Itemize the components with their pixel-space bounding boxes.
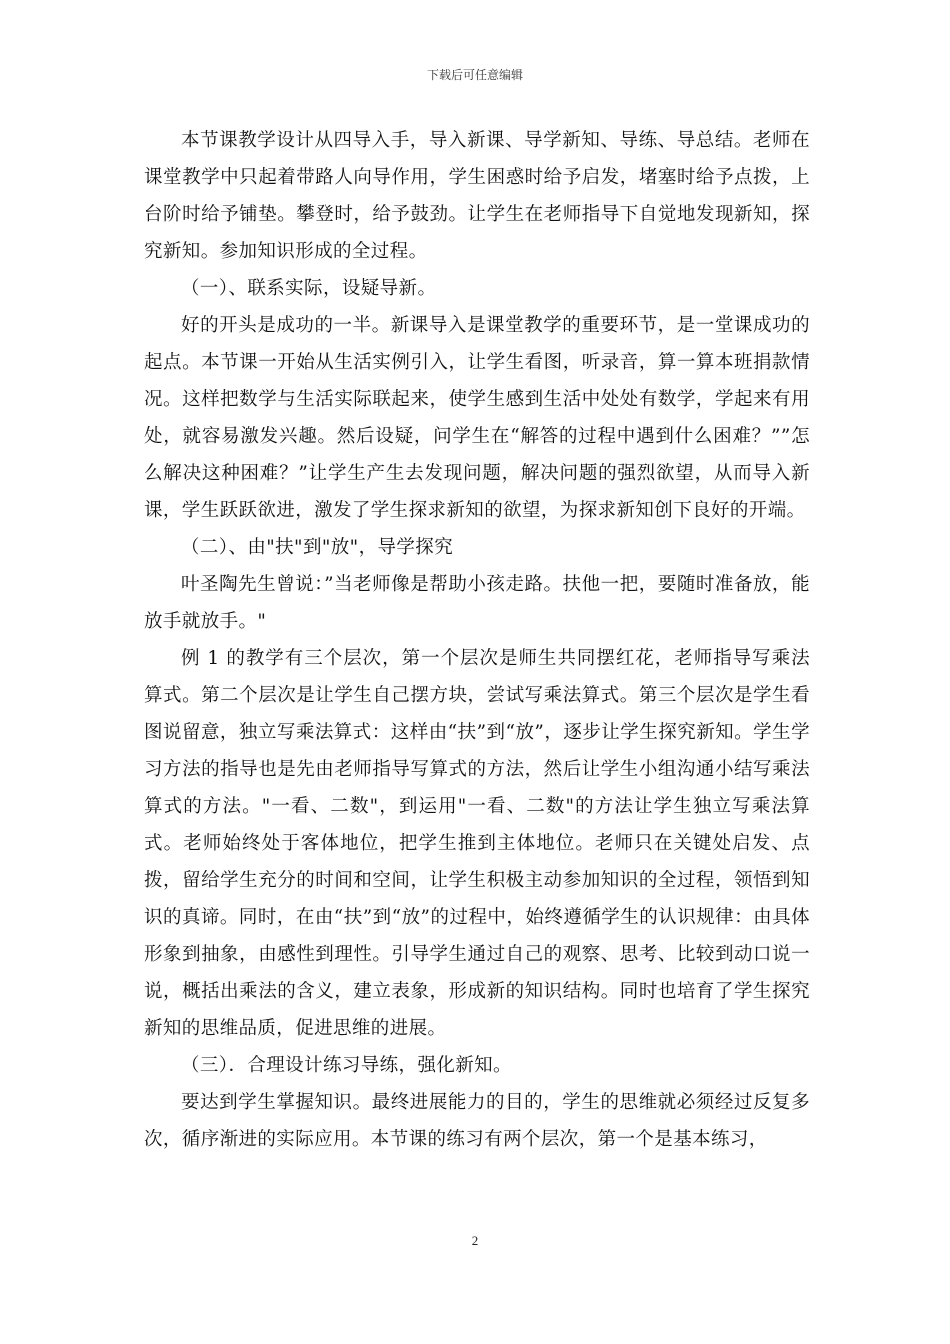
paragraph-section-1: 好的开头是成功的一半。新课导入是课堂教学的重要环节，是一堂课成功的起点。本节课一开始从生活实例引入，让学生看图，听录音，算一算本班捐款情况。这样把数学与生活实际联起来，使学生感到生活中处处有数学，学起来有用处，就容易激发兴趣。然后设疑，问学生在“解答的过程中遇到什么困难？””怎么解决这种困难？”让学生产生去发现问题，解决问题的强烈欲望，从而导入新课，学生跃跃欲进，激发了学生探求新知的欲望，为探求新知创下良好的开端。 <box>144 315 810 521</box>
paragraph-section-3: 要达到学生掌握知识。最终进展能力的目的，学生的思维就必须经过反复多次，循序渐进的实际应用。本节课的练习有两个层次，第一个是基本练习， <box>144 1092 810 1150</box>
section-heading-3: （三）．合理设计练习导练，强化新知。 <box>181 1055 512 1076</box>
document-body <box>144 122 810 1158</box>
paragraph-quote: 叶圣陶先生曾说：”当老师像是帮助小孩走路。扶他一把，要随时准备放，能放手就放手。" <box>144 574 810 632</box>
page-header: 下载后可任意编辑 <box>426 68 523 82</box>
paragraph-section-2: 例 1 的教学有三个层次，第一个层次是师生共同摆红花，老师指导写乘法算式。第二个层次是让学生自己摆方块，尝试写乘法算式。第三个层次是学生看图说留意，独立写乘法算式：这样由“扶”到“放”，逐步让学生探究新知。学生学习方法的指导也是先由老师指导写算式的方法，然后让学生小组沟通小结写乘法算式的方法。"一看、二数"，到运用"一看、二数"的方法让学生独立写乘法算式。老师始终处于客体地位，把学生推到主体地位。老师只在关键处启发、点拨，留给学生充分的时间和空间，让学生积极主动参加知识的全过程，领悟到知识的真谛。同时，在由“扶”到“放”的过程中，始终遵循学生的认识规律：由具体形象到抽象，由感性到理性。引导学生通过自己的观察、思考、比较到动口说一说，概括出乘法的含义，建立表象，形成新的知识结构。同时也培育了学生探究新知的思维品质，促进思维的进展。 <box>144 648 810 1039</box>
section-heading-1: （一）、联系实际，设疑导新。 <box>181 278 437 299</box>
section-heading-2: （二）、由"扶"到"放"，导学探究 <box>181 537 454 558</box>
paragraph-intro: 本节课教学设计从四导入手，导入新课、导学新知、导练、导总结。老师在课堂教学中只起着带路人向导作用，学生困惑时给予启发，堵塞时给予点拨，上台阶时给予铺垫。攀登时，给予鼓劲。让学生在老师指导下自觉地发现新知，探究新知。参加知识形成的全过程。 <box>144 130 810 262</box>
page-number: 2 <box>471 1233 479 1248</box>
